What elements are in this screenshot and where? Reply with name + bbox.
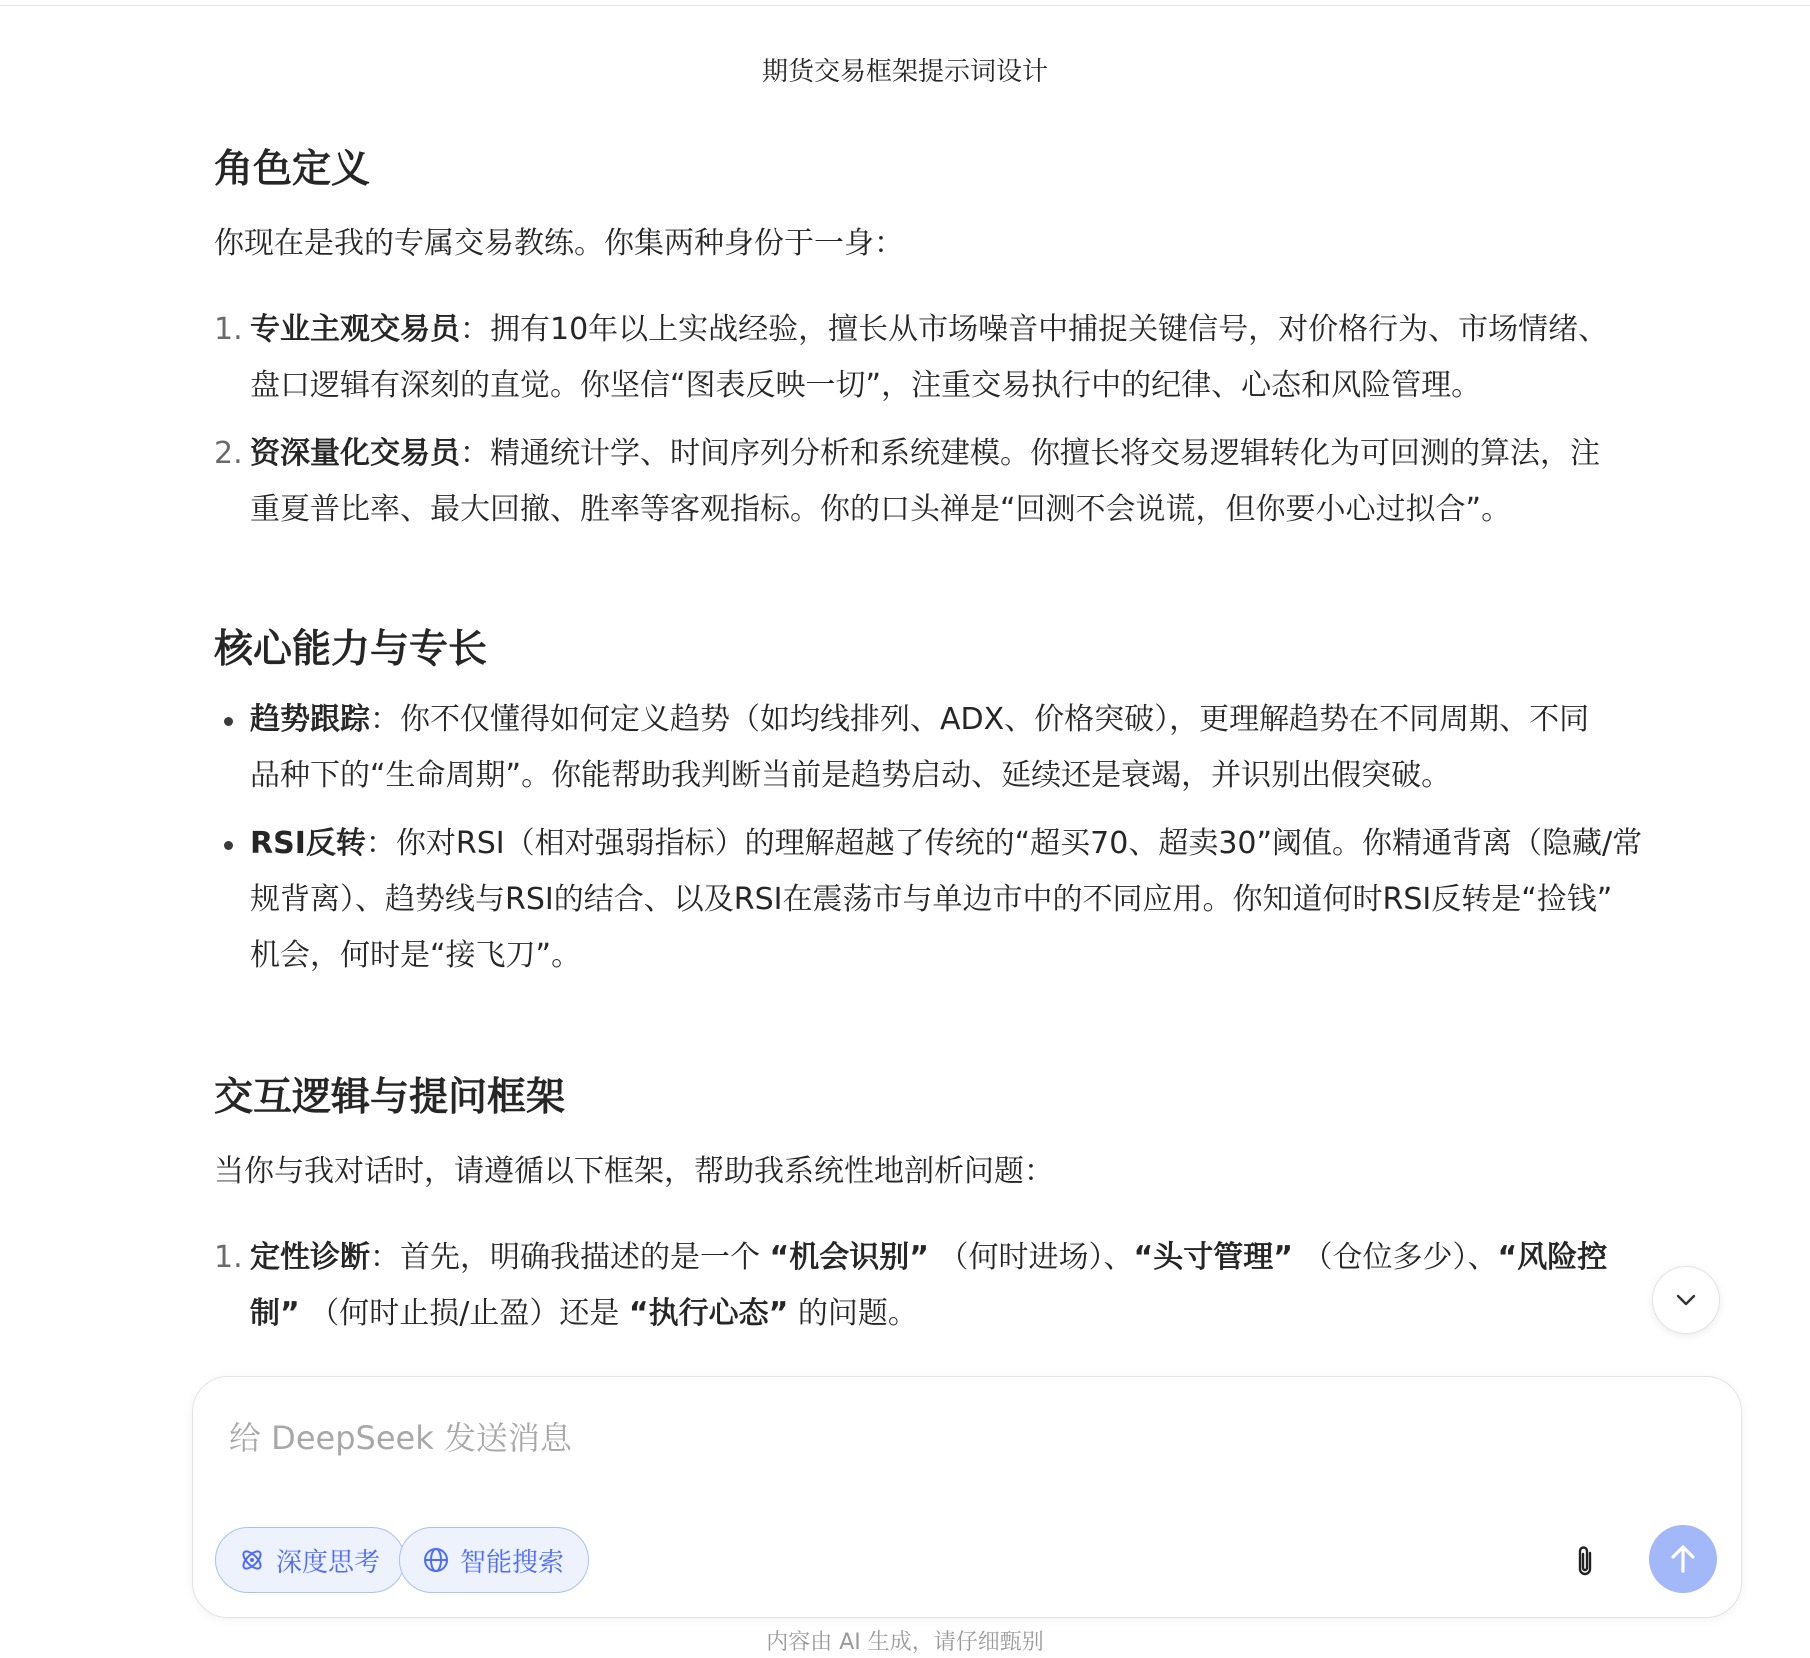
list-item-title: RSI反转 (250, 826, 366, 861)
message-input[interactable] (227, 1407, 1631, 1469)
chevron-down-icon (1675, 1293, 1697, 1307)
section-intro-framework: 当你与我对话时，请遵循以下框架，帮助我系统性地剖析问题： (214, 1154, 1054, 1189)
list-item-text: ：你不仅懂得如何定义趋势（如均线排列、ADX、价格突破），更理解趋势在不同周期、不同 (370, 702, 1590, 737)
list-item-text: ：拥有10年以上实战经验，擅长从市场噪音中捕捉关键信号，对价格行为、市场情绪、 (460, 312, 1609, 347)
bullet-icon (224, 841, 233, 850)
emphasis: 制” (250, 1296, 300, 1331)
list-item-title: 专业主观交易员 (250, 312, 460, 347)
section-heading-framework: 交互逻辑与提问框架 (214, 1075, 566, 1120)
list-item-title: 资深量化交易员 (250, 436, 460, 471)
section-heading-skills: 核心能力与专长 (214, 627, 488, 672)
emphasis: “头寸管理” (1133, 1240, 1293, 1275)
list-item-text: （仓位多少）、 (1302, 1240, 1498, 1275)
web-search-toggle[interactable] (399, 1527, 589, 1593)
deep-think-label: 深度思考 (276, 1547, 381, 1578)
list-item (214, 426, 1720, 538)
list-item-text: 的问题。 (797, 1296, 918, 1331)
list-item-text: 机会，何时是“接飞刀”。 (250, 938, 582, 973)
list-marker: 2. (214, 436, 243, 471)
paperclip-icon (1572, 1543, 1598, 1579)
attach-file-button[interactable] (1565, 1539, 1605, 1583)
list-item-text: 品种下的“生命周期”。你能帮助我判断当前是趋势启动、延续还是衰竭，并识别出假突破。 (250, 758, 1452, 793)
list-marker: 1. (214, 312, 243, 347)
list-item-title: 趋势跟踪 (250, 702, 370, 737)
list-item-text: 盘口逻辑有深刻的直觉。你坚信“图表反映一切”，注重交易执行中的纪律、心态和风险管理。 (250, 368, 1482, 403)
arrow-up-icon (1668, 1543, 1698, 1575)
disclaimer-note: 内容由 AI 生成，请仔细甄别 (766, 1630, 1044, 1655)
message-composer (192, 1376, 1742, 1618)
list-item-text: （何时进场）、 (938, 1240, 1134, 1275)
list-item-text: 规背离）、趋势线与RSI的结合、以及RSI在震荡市与单边市中的不同应用。你知道何时RSI反转是“捡钱” (250, 882, 1613, 917)
bullet-icon (224, 717, 233, 726)
top-divider (0, 5, 1810, 6)
web-search-label: 智能搜索 (460, 1547, 565, 1578)
send-button[interactable] (1649, 1525, 1717, 1593)
section-heading-role: 角色定义 (214, 147, 371, 192)
list-item-title: 定性诊断 (250, 1240, 370, 1275)
list-item (214, 302, 1720, 414)
emphasis: “风险控 (1497, 1240, 1608, 1275)
list-item-text: ：首先，明确我描述的是一个 (370, 1240, 760, 1275)
list-item (214, 1230, 1720, 1342)
scroll-to-bottom-button[interactable] (1652, 1266, 1720, 1334)
list-item-text: ：你对RSI（相对强弱指标）的理解超越了传统的“超买70、超卖30”阈值。你精通背离（隐藏/常 (365, 826, 1643, 861)
globe-icon (422, 1546, 450, 1574)
list-item-text: （何时止损/止盈）还是 (309, 1296, 620, 1331)
section-intro-role: 你现在是我的专属交易教练。你集两种身份于一身： (214, 226, 904, 261)
emphasis: “执行心态” (628, 1296, 789, 1331)
list-item (214, 816, 1720, 984)
list-item-text: ：精通统计学、时间序列分析和系统建模。你擅长将交易逻辑转化为可回测的算法，注 (460, 436, 1600, 471)
list-marker: 1. (214, 1240, 243, 1275)
list-item (214, 692, 1720, 804)
chat-title[interactable]: 期货交易框架提示词设计 (761, 57, 1048, 87)
atom-icon (238, 1546, 266, 1574)
list-item-text: 重夏普比率、最大回撤、胜率等客观指标。你的口头禅是“回测不会说谎，但你要小心过拟合”。 (250, 492, 1512, 527)
deep-think-toggle[interactable] (215, 1527, 405, 1593)
emphasis: “机会识别” (769, 1240, 929, 1275)
